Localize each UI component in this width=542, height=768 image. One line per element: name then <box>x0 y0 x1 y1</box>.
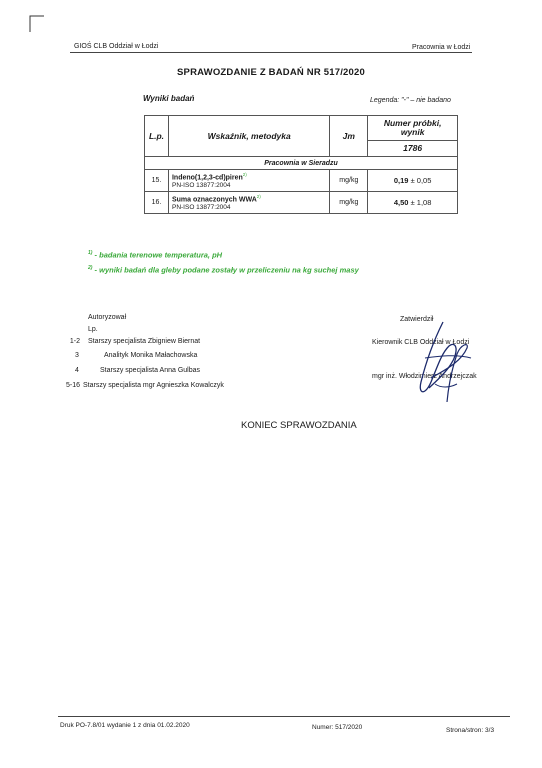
approved-role: Kierownik CLB Oddział w Łodzi <box>372 339 470 346</box>
row-value: 0,19 <box>393 176 409 185</box>
lab-section-row: Pracownia w Sieradzu <box>145 157 458 170</box>
row-indicator-footnote: 2) <box>256 194 261 200</box>
col-header-sample: Numer próbki, wynik <box>368 116 458 141</box>
table-row <box>145 170 458 192</box>
footer-rule <box>58 716 510 717</box>
footer-left: Druk PO-7.8/01 wydanie 1 z dnia 01.02.2020 <box>60 722 190 729</box>
row-indicator <box>168 170 329 192</box>
footer-right: Strona/stron: 3/3 <box>446 727 495 734</box>
header-left: GIOŚ CLB Oddział w Łodzi <box>74 43 159 50</box>
table-row <box>145 192 458 214</box>
footnote-1-text: - badania terenowe temperatura, pH <box>94 250 223 260</box>
authorized-person: Analityk Monika Małachowska <box>104 352 198 359</box>
footnote-1-mark: 1) <box>88 250 93 256</box>
row-indicator-footnote: 2) <box>242 172 247 178</box>
row-indicator-name: Suma oznaczonych WWA <box>171 196 257 204</box>
authorized-person: Starszy specjalista Anna Gulbas <box>100 367 200 374</box>
approved-heading: Zatwierdził <box>400 316 434 323</box>
row-result <box>368 170 458 192</box>
end-of-report: KONIEC SPRAWOZDANIA <box>241 420 357 431</box>
row-unit: mg/kg <box>330 170 368 192</box>
col-header-unit: Jm <box>330 116 368 157</box>
row-uncertainty: ± 1,08 <box>410 198 432 207</box>
authorized-range: 5-16 <box>65 382 80 389</box>
col-header-indicator: Wskaźnik, metodyka <box>168 116 329 157</box>
row-uncertainty: ± 0,05 <box>410 176 432 185</box>
header-rule <box>70 52 472 53</box>
row-value: 4,50 <box>393 198 409 207</box>
results-table <box>144 115 458 214</box>
row-method: PN-ISO 13877:2004 <box>171 203 231 211</box>
row-method: PN-ISO 13877:2004 <box>171 181 231 189</box>
row-result <box>368 192 458 214</box>
authorized-range: 4 <box>75 367 79 374</box>
approved-name: mgr inż. Włodzimierz Andrzejczak <box>372 373 477 380</box>
col-header-lp: L.p. <box>145 116 169 157</box>
handwritten-signature <box>405 318 475 410</box>
row-unit: mg/kg <box>330 192 368 214</box>
footnote-2-text: - wyniki badań dla gleby podane zostały w przeliczeniu na kg suchej masy <box>94 265 359 275</box>
authorized-range: 3 <box>75 352 79 359</box>
row-lp: 16. <box>145 192 169 214</box>
authorized-heading: Autoryzował <box>88 314 127 321</box>
sample-number: 1786 <box>368 140 458 156</box>
results-heading: Wyniki badań <box>143 94 195 103</box>
footnote-2-mark: 2) <box>88 265 93 271</box>
row-indicator-name: Indeno(1,2,3-cd)piren <box>171 174 243 182</box>
authorized-person: Starszy specjalista mgr Agnieszka Kowalczyk <box>83 382 224 389</box>
authorized-lp-label: Lp. <box>88 326 98 333</box>
authorized-range: 1-2 <box>69 338 80 345</box>
footnote-1 <box>88 250 222 260</box>
legend-text: Legenda: "-" – nie badano <box>370 97 451 104</box>
row-indicator <box>168 192 329 214</box>
header-right: Pracownia w Łodzi <box>412 44 471 51</box>
footer-center: Numer: 517/2020 <box>312 724 363 731</box>
scan-corner-mark <box>28 14 48 34</box>
report-title: SPRAWOZDANIE Z BADAŃ NR 517/2020 <box>177 67 365 78</box>
authorized-person: Starszy specjalista Zbigniew Biernat <box>88 338 201 345</box>
row-lp: 15. <box>145 170 169 192</box>
footnote-2 <box>88 265 359 275</box>
